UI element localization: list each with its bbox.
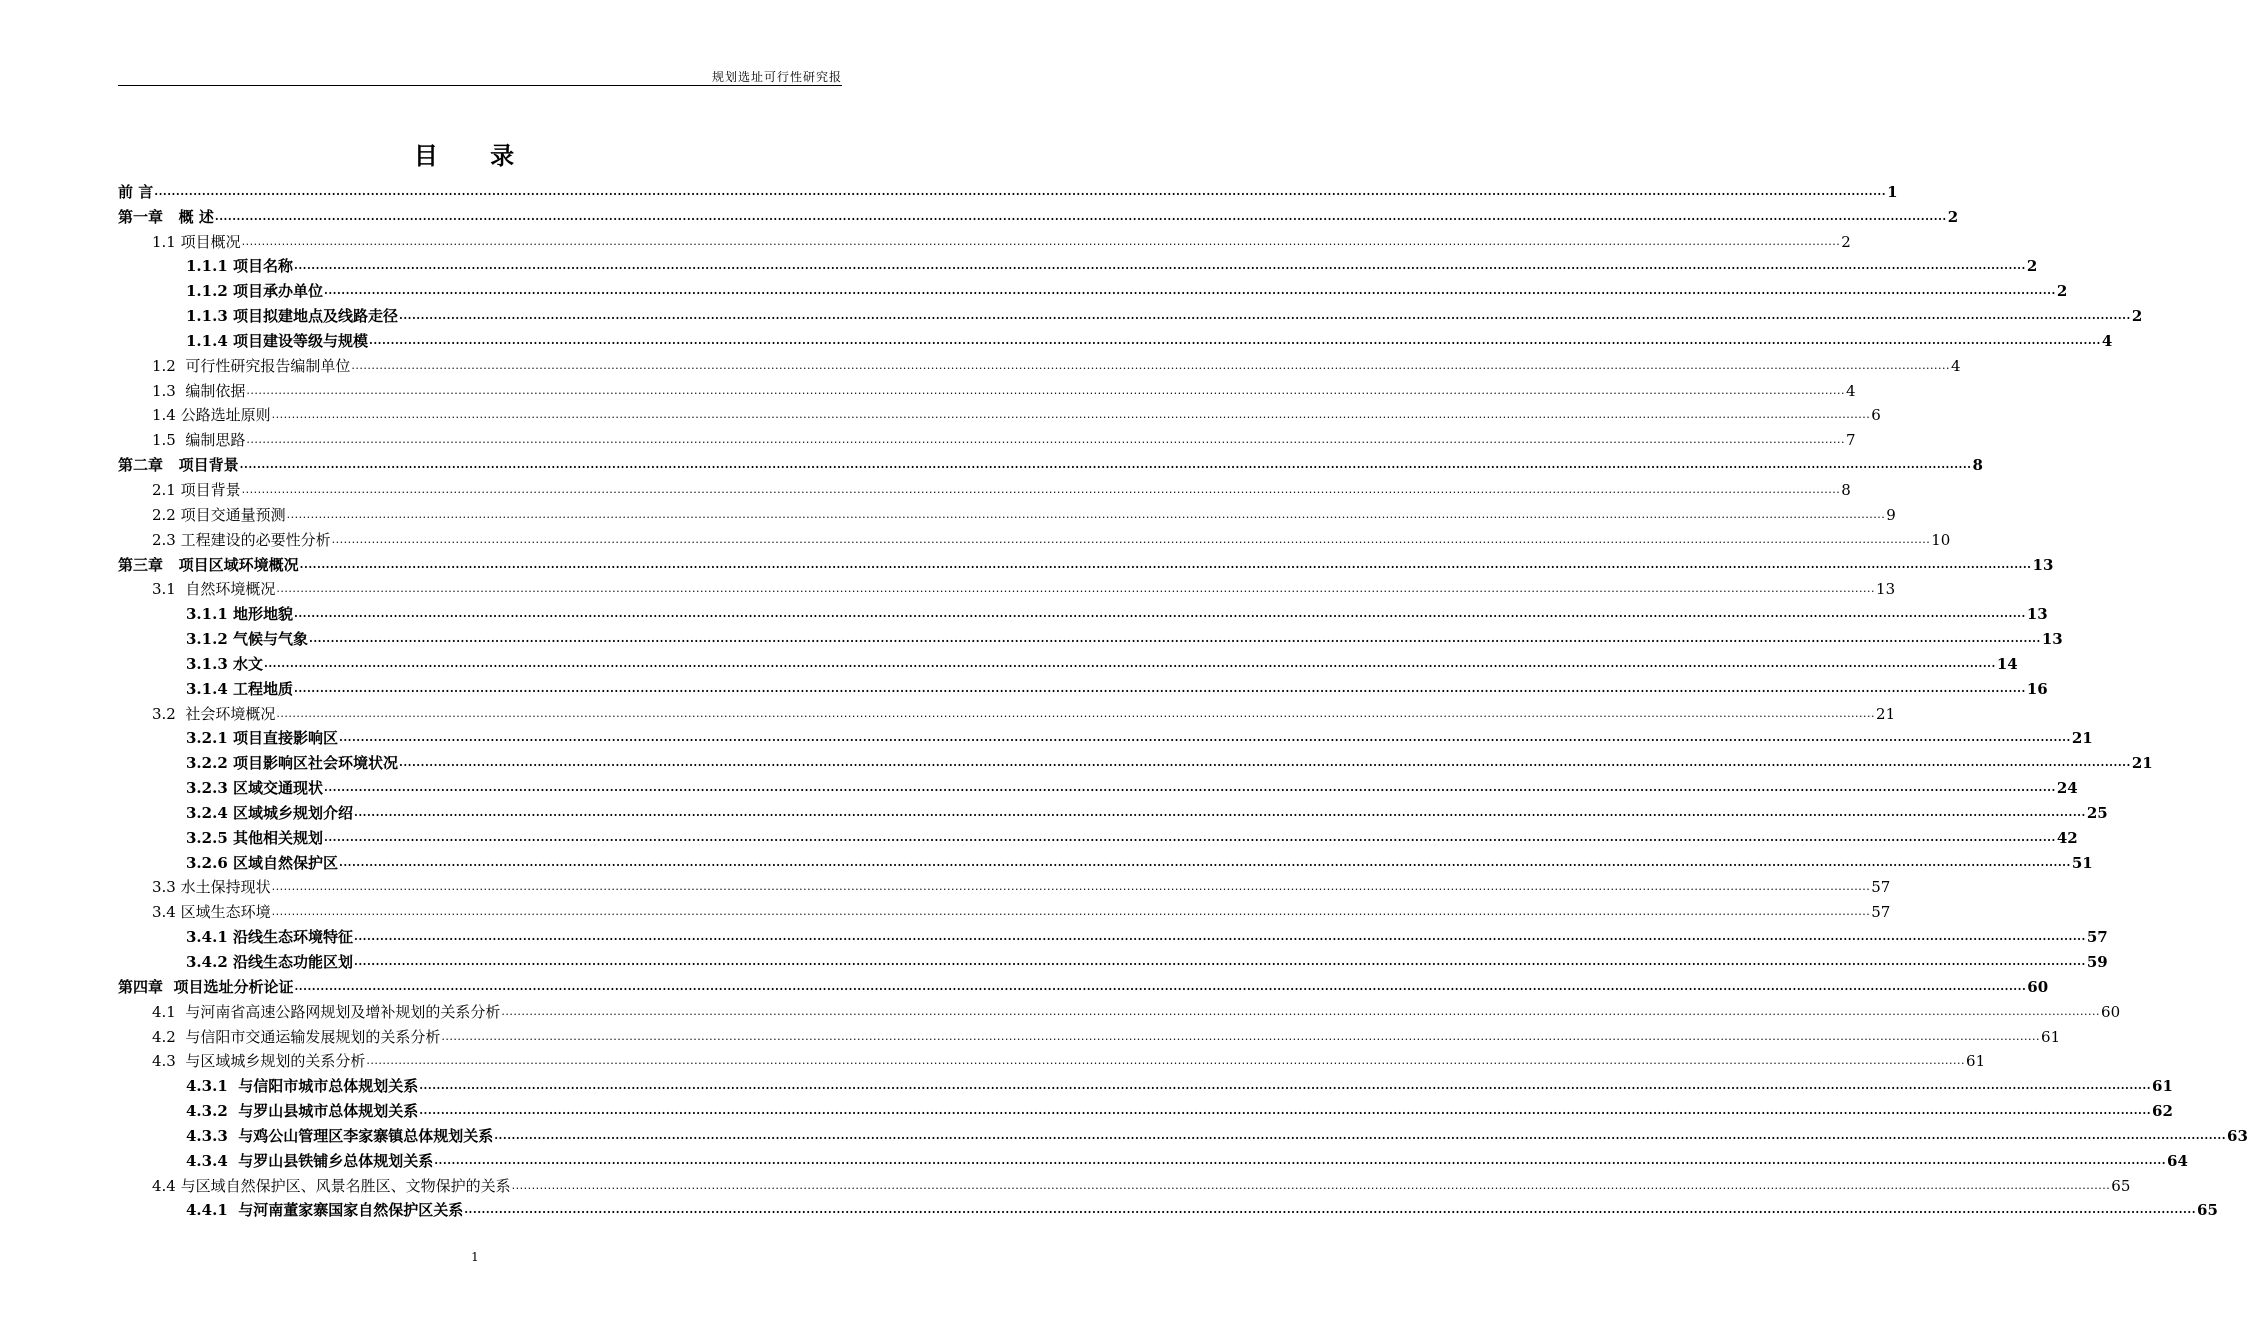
toc-entry[interactable] bbox=[118, 648, 2018, 673]
toc-entry-title: 前 言 bbox=[118, 182, 154, 201]
toc-dot-leader: ................................................................................................................................................................................................................................................................................................................................................................................................................ bbox=[398, 756, 2131, 770]
toc-entry-page: 13 bbox=[2032, 555, 2054, 574]
toc-entry[interactable] bbox=[118, 946, 2108, 971]
toc-entry-title: 1.1 项目概况 bbox=[152, 232, 241, 251]
toc-entry-page: 7 bbox=[1846, 431, 1856, 450]
toc-entry-title: 第四章 项目选址分析论证 bbox=[118, 977, 294, 996]
toc-dot-leader: ................................................................................................................................................................................................................................................................................................................................................................................................................ bbox=[353, 955, 2086, 968]
toc-dot-leader: ................................................................................................................................................................................................................................................................................................................................................................................................................ bbox=[154, 184, 1887, 198]
toc-entry-page: 4 bbox=[2101, 331, 2113, 350]
toc-dot-leader: ................................................................................................................................................................................................................................................................................................................................................................................................................ bbox=[494, 1128, 2227, 1142]
header-rule bbox=[118, 85, 842, 86]
toc-dot-leader: ................................................................................................................................................................................................................................................................................................................................................................................................................ bbox=[323, 781, 2056, 795]
toc-entry-page: 21 bbox=[2071, 729, 2093, 748]
toc-entry-page: 65 bbox=[2197, 1201, 2218, 1220]
toc-entry-title: 3.4.1 沿线生态环境特征 bbox=[186, 928, 353, 947]
toc-entry[interactable] bbox=[118, 772, 2078, 798]
table-of-contents bbox=[118, 176, 2248, 1220]
toc-entry-page: 64 bbox=[2167, 1151, 2188, 1170]
toc-dot-leader: ................................................................................................................................................................................................................................................................................................................................................................................................................ bbox=[271, 880, 1871, 894]
toc-entry[interactable] bbox=[118, 1195, 2218, 1220]
page-number: 1 bbox=[471, 1250, 479, 1264]
toc-entry-page: 25 bbox=[2086, 803, 2108, 822]
toc-entry[interactable] bbox=[118, 847, 2093, 872]
toc-entry-title: 4.4 与区域自然保护区、风景名胜区、文物保护的关系 bbox=[152, 1176, 511, 1195]
toc-entry-title: 3.2.4 区域城乡规划介绍 bbox=[186, 803, 353, 822]
toc-entry[interactable] bbox=[118, 325, 2113, 350]
toc-dot-leader: ................................................................................................................................................................................................................................................................................................................................................................................................................ bbox=[246, 433, 1846, 447]
toc-dot-leader: ................................................................................................................................................................................................................................................................................................................................................................................................................ bbox=[434, 1153, 2167, 1167]
toc-dot-leader: ................................................................................................................................................................................................................................................................................................................................................................................................................ bbox=[419, 1079, 2152, 1093]
toc-entry-page: 63 bbox=[2227, 1126, 2248, 1145]
toc-entry[interactable] bbox=[118, 996, 2121, 1021]
toc-dot-leader: ................................................................................................................................................................................................................................................................................................................................................................................................................ bbox=[241, 482, 1841, 496]
toc-entry-page: 24 bbox=[2056, 779, 2078, 798]
toc-entry-title: 第二章 项目背景 bbox=[118, 456, 239, 475]
toc-entry-page: 2 bbox=[1841, 232, 1851, 251]
toc-entry-page: 59 bbox=[2086, 953, 2108, 971]
toc-entry-title: 3.2.5 其他相关规划 bbox=[186, 828, 323, 847]
toc-entry-title: 第三章 项目区域环境概况 bbox=[118, 555, 299, 574]
toc-dot-leader: ................................................................................................................................................................................................................................................................................................................................................................................................................ bbox=[511, 1178, 2111, 1192]
toc-entry[interactable] bbox=[118, 1145, 2188, 1170]
toc-entry-title: 2.1 项目背景 bbox=[152, 480, 241, 499]
toc-entry-page: 60 bbox=[2101, 1002, 2121, 1021]
toc-entry[interactable] bbox=[118, 747, 2153, 773]
toc-dot-leader: ................................................................................................................................................................................................................................................................................................................................................................................................................ bbox=[501, 1004, 2101, 1018]
toc-entry[interactable] bbox=[118, 822, 2078, 847]
toc-entry[interactable] bbox=[118, 598, 2048, 624]
toc-entry-title: 第一章 概 述 bbox=[118, 207, 214, 226]
toc-dot-leader: ................................................................................................................................................................................................................................................................................................................................................................................................................ bbox=[353, 805, 2086, 819]
toc-dot-leader: ................................................................................................................................................................................................................................................................................................................................................................................................................ bbox=[338, 731, 2071, 745]
toc-dot-leader: ................................................................................................................................................................................................................................................................................................................................................................................................................ bbox=[366, 1054, 1966, 1068]
toc-entry[interactable] bbox=[118, 574, 1896, 599]
toc-entry[interactable] bbox=[118, 424, 1856, 450]
toc-entry-page: 60 bbox=[2027, 977, 2049, 996]
toc-entry[interactable] bbox=[118, 201, 1959, 226]
toc-entry[interactable] bbox=[118, 1095, 2173, 1121]
toc-entry[interactable] bbox=[118, 623, 2063, 649]
toc-entry-title: 4.3.2 与罗山县城市总体规划关系 bbox=[186, 1102, 419, 1121]
toc-entry[interactable] bbox=[118, 971, 2049, 996]
toc-entry-title: 3.2 社会环境概况 bbox=[152, 704, 276, 723]
toc-entry-title: 3.2.2 项目影响区社会环境状况 bbox=[186, 754, 398, 773]
toc-entry-title: 3.1 自然环境概况 bbox=[152, 580, 276, 599]
toc-entry-page: 4 bbox=[1951, 356, 1961, 375]
toc-dot-leader: ................................................................................................................................................................................................................................................................................................................................................................................................................ bbox=[276, 706, 1876, 720]
toc-entry-page: 14 bbox=[1996, 654, 2018, 673]
toc-dot-leader: ................................................................................................................................................................................................................................................................................................................................................................................................................ bbox=[398, 309, 2131, 323]
toc-entry[interactable] bbox=[118, 1046, 1986, 1071]
toc-dot-leader: ................................................................................................................................................................................................................................................................................................................................................................................................................ bbox=[246, 383, 1846, 397]
toc-entry-page: 16 bbox=[2026, 679, 2048, 698]
toc-dot-leader: ................................................................................................................................................................................................................................................................................................................................................................................................................ bbox=[239, 458, 1972, 472]
toc-entry-title: 1.3 编制依据 bbox=[152, 381, 246, 400]
toc-entry-page: 13 bbox=[2041, 630, 2063, 649]
toc-entry-page: 57 bbox=[2086, 928, 2108, 947]
toc-dot-leader: ................................................................................................................................................................................................................................................................................................................................................................................................................ bbox=[286, 507, 1886, 521]
toc-entry[interactable] bbox=[118, 400, 1881, 425]
toc-dot-leader: ................................................................................................................................................................................................................................................................................................................................................................................................................ bbox=[464, 1203, 2197, 1217]
toc-entry[interactable] bbox=[118, 300, 2143, 326]
toc-entry-page: 61 bbox=[1966, 1052, 1986, 1071]
toc-entry-page: 2 bbox=[1947, 207, 1959, 226]
toc-entry-title: 1.4 公路选址原则 bbox=[152, 406, 271, 425]
toc-entry[interactable] bbox=[118, 251, 2038, 276]
toc-dot-leader: ................................................................................................................................................................................................................................................................................................................................................................................................................ bbox=[338, 855, 2071, 869]
toc-entry-title: 3.1.2 气候与气象 bbox=[186, 630, 308, 649]
toc-dot-leader: ................................................................................................................................................................................................................................................................................................................................................................................................................ bbox=[271, 408, 1871, 422]
toc-entry-page: 42 bbox=[2056, 828, 2078, 847]
toc-entry-page: 10 bbox=[1931, 530, 1951, 549]
toc-entry-title: 4.3 与区域城乡规划的关系分析 bbox=[152, 1052, 366, 1071]
toc-dot-leader: ................................................................................................................................................................................................................................................................................................................................................................................................................ bbox=[241, 234, 1841, 248]
toc-entry-page: 57 bbox=[1871, 878, 1891, 897]
toc-entry[interactable] bbox=[118, 872, 1891, 897]
toc-dot-leader: ................................................................................................................................................................................................................................................................................................................................................................................................................ bbox=[419, 1104, 2152, 1118]
page-title: 目 录 bbox=[413, 141, 537, 170]
toc-entry-title: 3.2.3 区域交通现状 bbox=[186, 779, 323, 798]
toc-dot-leader: ................................................................................................................................................................................................................................................................................................................................................................................................................ bbox=[299, 557, 2032, 571]
toc-entry-title: 3.4 区域生态环境 bbox=[152, 903, 271, 922]
toc-entry-title: 3.1.3 水文 bbox=[186, 654, 263, 673]
toc-entry-page: 57 bbox=[1871, 903, 1891, 922]
toc-entry-page: 21 bbox=[2131, 754, 2153, 773]
toc-entry[interactable] bbox=[118, 449, 1983, 475]
toc-entry[interactable] bbox=[118, 723, 2093, 748]
toc-entry-page: 8 bbox=[1972, 456, 1983, 475]
toc-entry-page: 6 bbox=[1871, 406, 1881, 425]
toc-dot-leader: ................................................................................................................................................................................................................................................................................................................................................................................................................ bbox=[294, 979, 2027, 993]
toc-dot-leader: ................................................................................................................................................................................................................................................................................................................................................................................................................ bbox=[441, 1029, 2041, 1043]
toc-entry[interactable] bbox=[118, 1120, 2248, 1145]
toc-entry-title: 4.4.1 与河南董家寨国家自然保护区关系 bbox=[186, 1201, 464, 1220]
toc-entry[interactable] bbox=[118, 350, 1961, 375]
toc-entry[interactable] bbox=[118, 275, 2068, 301]
toc-entry-page: 13 bbox=[1876, 580, 1896, 599]
toc-entry-title: 1.1.3 项目拟建地点及线路走径 bbox=[186, 307, 398, 326]
toc-entry-title: 1.1.2 项目承办单位 bbox=[186, 282, 323, 301]
toc-entry-title: 2.2 项目交通量预测 bbox=[152, 505, 286, 524]
toc-dot-leader: ................................................................................................................................................................................................................................................................................................................................................................................................................ bbox=[293, 259, 2026, 273]
toc-entry-title: 3.3 水土保持现状 bbox=[152, 878, 271, 897]
toc-entry-title: 1.1.1 项目名称 bbox=[186, 257, 293, 276]
toc-entry[interactable] bbox=[118, 797, 2108, 822]
toc-dot-leader: ................................................................................................................................................................................................................................................................................................................................................................................................................ bbox=[271, 905, 1871, 919]
toc-entry[interactable] bbox=[118, 1070, 2173, 1096]
toc-entry-page: 2 bbox=[2131, 307, 2143, 326]
toc-entry[interactable] bbox=[118, 698, 1896, 723]
toc-dot-leader: ................................................................................................................................................................................................................................................................................................................................................................................................................ bbox=[331, 532, 1931, 546]
toc-dot-leader: ................................................................................................................................................................................................................................................................................................................................................................................................................ bbox=[353, 930, 2086, 944]
toc-entry-page: 51 bbox=[2071, 853, 2093, 872]
toc-entry-page: 2 bbox=[2056, 282, 2068, 301]
toc-entry-title: 3.2.1 项目直接影响区 bbox=[186, 729, 338, 748]
toc-entry[interactable] bbox=[118, 1170, 2131, 1195]
toc-entry[interactable] bbox=[118, 226, 1851, 251]
toc-entry-title: 3.1.1 地形地貌 bbox=[186, 605, 293, 624]
toc-entry-title: 4.3.4 与罗山县铁铺乡总体规划关系 bbox=[186, 1151, 434, 1170]
toc-entry[interactable] bbox=[118, 474, 1851, 499]
running-header: 规划选址可行性研究报 bbox=[711, 70, 842, 84]
toc-entry-page: 61 bbox=[2152, 1077, 2173, 1096]
toc-entry-title: 4.3.3 与鸡公山管理区李家寨镇总体规划关系 bbox=[186, 1126, 494, 1145]
toc-entry-title: 4.2 与信阳市交通运输发展规划的关系分析 bbox=[152, 1027, 441, 1046]
toc-dot-leader: ................................................................................................................................................................................................................................................................................................................................................................................................................ bbox=[351, 358, 1951, 372]
toc-entry[interactable] bbox=[118, 375, 1856, 400]
toc-entry[interactable] bbox=[118, 524, 1951, 549]
toc-entry-page: 21 bbox=[1876, 704, 1896, 723]
toc-entry-title: 1.2 可行性研究报告编制单位 bbox=[152, 356, 351, 375]
toc-entry-page: 65 bbox=[2111, 1176, 2131, 1195]
toc-entry-page: 13 bbox=[2026, 605, 2048, 624]
toc-entry-title: 2.3 工程建设的必要性分析 bbox=[152, 530, 331, 549]
toc-entry-title: 1.1.4 项目建设等级与规模 bbox=[186, 331, 368, 350]
toc-dot-leader: ................................................................................................................................................................................................................................................................................................................................................................................................................ bbox=[368, 333, 2101, 347]
toc-entry-page: 9 bbox=[1886, 505, 1896, 524]
toc-entry-title: 3.4.2 沿线生态功能区划 bbox=[186, 953, 353, 971]
toc-entry-title: 3.1.4 工程地质 bbox=[186, 679, 293, 698]
toc-dot-leader: ................................................................................................................................................................................................................................................................................................................................................................................................................ bbox=[293, 607, 2026, 621]
toc-dot-leader: ................................................................................................................................................................................................................................................................................................................................................................................................................ bbox=[214, 209, 1947, 223]
toc-entry[interactable] bbox=[118, 921, 2108, 947]
toc-dot-leader: ................................................................................................................................................................................................................................................................................................................................................................................................................ bbox=[323, 830, 2056, 844]
toc-entry-page: 8 bbox=[1841, 480, 1851, 499]
toc-entry-title: 4.1 与河南省高速公路网规划及增补规划的关系分析 bbox=[152, 1002, 501, 1021]
toc-dot-leader: ................................................................................................................................................................................................................................................................................................................................................................................................................ bbox=[323, 284, 2056, 298]
toc-entry-page: 4 bbox=[1846, 381, 1856, 400]
toc-entry-title: 4.3.1 与信阳市城市总体规划关系 bbox=[186, 1077, 419, 1096]
toc-entry[interactable] bbox=[118, 549, 2054, 574]
toc-entry[interactable] bbox=[118, 499, 1896, 524]
toc-entry-page: 62 bbox=[2152, 1102, 2173, 1121]
toc-dot-leader: ................................................................................................................................................................................................................................................................................................................................................................................................................ bbox=[263, 656, 1996, 670]
toc-entry-title: 3.2.6 区域自然保护区 bbox=[186, 853, 338, 872]
toc-dot-leader: ................................................................................................................................................................................................................................................................................................................................................................................................................ bbox=[276, 582, 1876, 596]
toc-dot-leader: ................................................................................................................................................................................................................................................................................................................................................................................................................ bbox=[308, 632, 2041, 646]
toc-entry[interactable] bbox=[118, 1021, 2061, 1046]
toc-entry[interactable] bbox=[118, 896, 1891, 922]
toc-entry[interactable] bbox=[118, 176, 1898, 201]
toc-dot-leader: ................................................................................................................................................................................................................................................................................................................................................................................................................ bbox=[293, 681, 2026, 695]
toc-entry[interactable] bbox=[118, 673, 2048, 698]
toc-entry-page: 1 bbox=[1887, 182, 1898, 201]
toc-entry-title: 1.5 编制思路 bbox=[152, 431, 246, 450]
toc-entry-page: 61 bbox=[2041, 1027, 2061, 1046]
toc-entry-page: 2 bbox=[2026, 257, 2038, 276]
